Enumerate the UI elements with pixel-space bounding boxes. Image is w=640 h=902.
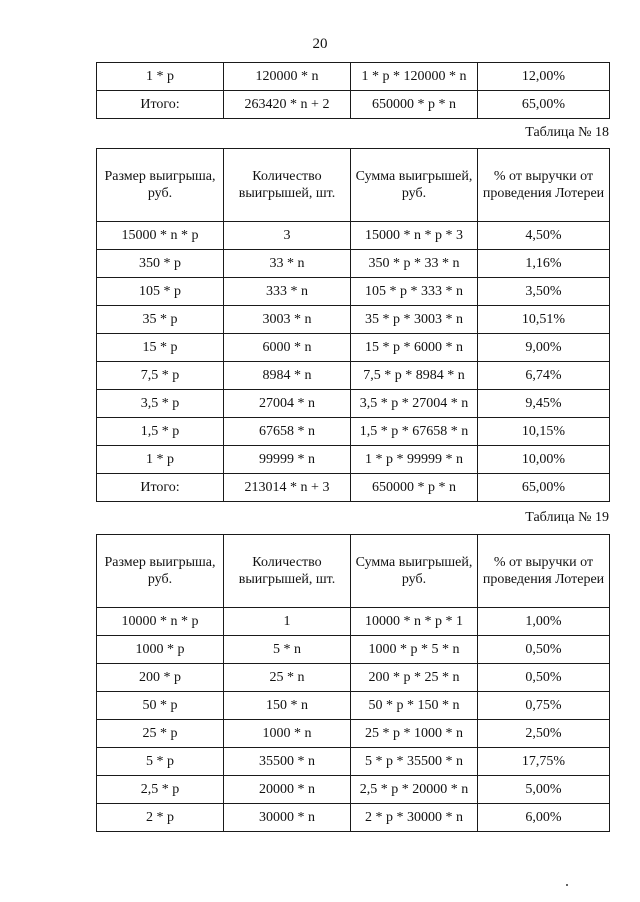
cell-prize-count: 120000 * n (224, 63, 351, 91)
cell-prize-sum: 2 * p * 30000 * n (351, 804, 478, 832)
table-row (97, 63, 610, 91)
table-caption-19: Таблица № 19 (525, 510, 609, 525)
cell-prize-count: 35500 * n (224, 748, 351, 776)
table-row (97, 664, 610, 692)
cell-prize-count: 67658 * n (224, 418, 351, 446)
cell-prize-count: 263420 * n + 2 (224, 91, 351, 119)
table-row (97, 418, 610, 446)
cell-prize-sum: 5 * p * 35500 * n (351, 748, 478, 776)
prize-table-continuation (96, 62, 610, 119)
table-row (97, 278, 610, 306)
page-number: 20 (312, 36, 328, 52)
cell-prize-sum: 1000 * p * 5 * n (351, 636, 478, 664)
cell-prize-sum: 10000 * n * p * 1 (351, 608, 478, 636)
cell-revenue-percent: 0,50% (478, 636, 610, 664)
table-row (97, 720, 610, 748)
cell-revenue-percent: 10,15% (478, 418, 610, 446)
cell-prize-count: 333 * n (224, 278, 351, 306)
table-header-row (97, 535, 610, 608)
header-prize-count: Количество выигрышей, шт. (224, 535, 351, 608)
cell-prize-amount: 25 * p (97, 720, 224, 748)
cell-revenue-percent: 6,00% (478, 804, 610, 832)
table-header-row (97, 149, 610, 222)
header-revenue-percent: % от выручки от проведения Лотереи (478, 149, 610, 222)
table-row (97, 692, 610, 720)
table-row (97, 362, 610, 390)
cell-prize-count: 6000 * n (224, 334, 351, 362)
cell-revenue-percent: 17,75% (478, 748, 610, 776)
cell-prize-sum: 25 * p * 1000 * n (351, 720, 478, 748)
table-row (97, 306, 610, 334)
table-row (97, 636, 610, 664)
cell-prize-count: 1 (224, 608, 351, 636)
cell-revenue-percent: 10,00% (478, 446, 610, 474)
cell-prize-amount: 2 * p (97, 804, 224, 832)
prize-table-18 (96, 148, 610, 502)
cell-prize-amount: 1000 * p (97, 636, 224, 664)
cell-revenue-percent: 1,00% (478, 608, 610, 636)
cell-prize-amount: 50 * p (97, 692, 224, 720)
cell-prize-sum: 7,5 * p * 8984 * n (351, 362, 478, 390)
cell-prize-sum: 1 * p * 99999 * n (351, 446, 478, 474)
cell-prize-amount: 1 * p (97, 446, 224, 474)
cell-prize-count: 3003 * n (224, 306, 351, 334)
cell-prize-sum: 3,5 * p * 27004 * n (351, 390, 478, 418)
table-row (97, 334, 610, 362)
cell-prize-count: 20000 * n (224, 776, 351, 804)
cell-prize-amount: 200 * p (97, 664, 224, 692)
cell-prize-sum: 650000 * p * n (351, 474, 478, 502)
cell-prize-sum: 2,5 * p * 20000 * n (351, 776, 478, 804)
cell-prize-count: 8984 * n (224, 362, 351, 390)
header-prize-sum: Сумма выигрышей, руб. (351, 149, 478, 222)
cell-prize-amount: 350 * p (97, 250, 224, 278)
cell-prize-count: 25 * n (224, 664, 351, 692)
cell-revenue-percent: 10,51% (478, 306, 610, 334)
cell-revenue-percent: 2,50% (478, 720, 610, 748)
table-row (97, 446, 610, 474)
table-caption-18: Таблица № 18 (525, 125, 609, 140)
cell-revenue-percent: 3,50% (478, 278, 610, 306)
cell-revenue-percent: 9,00% (478, 334, 610, 362)
table-row (97, 748, 610, 776)
cell-revenue-percent: 0,50% (478, 664, 610, 692)
cell-prize-sum: 15000 * n * p * 3 (351, 222, 478, 250)
cell-prize-amount: 5 * p (97, 748, 224, 776)
header-revenue-percent: % от выручки от проведения Лотереи (478, 535, 610, 608)
scan-speck (566, 884, 568, 886)
cell-prize-sum: 105 * p * 333 * n (351, 278, 478, 306)
cell-prize-sum: 1 * p * 120000 * n (351, 63, 478, 91)
cell-prize-count: 33 * n (224, 250, 351, 278)
header-prize-sum: Сумма выигрышей, руб. (351, 535, 478, 608)
cell-revenue-percent: 9,45% (478, 390, 610, 418)
table-row (97, 222, 610, 250)
cell-prize-sum: 15 * p * 6000 * n (351, 334, 478, 362)
table-row (97, 608, 610, 636)
cell-prize-amount: Итого: (97, 474, 224, 502)
cell-prize-amount: 35 * p (97, 306, 224, 334)
cell-prize-count: 150 * n (224, 692, 351, 720)
cell-prize-sum: 350 * p * 33 * n (351, 250, 478, 278)
cell-revenue-percent: 65,00% (478, 474, 610, 502)
table-row (97, 250, 610, 278)
cell-prize-sum: 650000 * p * n (351, 91, 478, 119)
cell-prize-sum: 200 * p * 25 * n (351, 664, 478, 692)
cell-revenue-percent: 12,00% (478, 63, 610, 91)
table-row (97, 474, 610, 502)
cell-prize-count: 213014 * n + 3 (224, 474, 351, 502)
cell-revenue-percent: 4,50% (478, 222, 610, 250)
cell-prize-amount: 2,5 * p (97, 776, 224, 804)
cell-prize-count: 3 (224, 222, 351, 250)
cell-prize-count: 30000 * n (224, 804, 351, 832)
cell-revenue-percent: 6,74% (478, 362, 610, 390)
cell-prize-sum: 50 * p * 150 * n (351, 692, 478, 720)
cell-prize-sum: 35 * p * 3003 * n (351, 306, 478, 334)
cell-prize-count: 5 * n (224, 636, 351, 664)
cell-prize-amount: 3,5 * p (97, 390, 224, 418)
cell-prize-amount: 15 * p (97, 334, 224, 362)
cell-revenue-percent: 65,00% (478, 91, 610, 119)
cell-prize-amount: 10000 * n * p (97, 608, 224, 636)
table-row (97, 91, 610, 119)
cell-prize-count: 27004 * n (224, 390, 351, 418)
cell-prize-count: 99999 * n (224, 446, 351, 474)
cell-revenue-percent: 5,00% (478, 776, 610, 804)
cell-prize-amount: 1,5 * p (97, 418, 224, 446)
header-prize-count: Количество выигрышей, шт. (224, 149, 351, 222)
header-prize-amount: Размер выигрыша, руб. (97, 149, 224, 222)
cell-revenue-percent: 1,16% (478, 250, 610, 278)
cell-prize-amount: 7,5 * p (97, 362, 224, 390)
table-row (97, 804, 610, 832)
cell-revenue-percent: 0,75% (478, 692, 610, 720)
cell-prize-sum: 1,5 * p * 67658 * n (351, 418, 478, 446)
cell-prize-amount: Итого: (97, 91, 224, 119)
table-row (97, 776, 610, 804)
table-row (97, 390, 610, 418)
prize-table-19 (96, 534, 610, 832)
cell-prize-amount: 15000 * n * p (97, 222, 224, 250)
cell-prize-count: 1000 * n (224, 720, 351, 748)
cell-prize-amount: 105 * p (97, 278, 224, 306)
header-prize-amount: Размер выигрыша, руб. (97, 535, 224, 608)
cell-prize-amount: 1 * p (97, 63, 224, 91)
